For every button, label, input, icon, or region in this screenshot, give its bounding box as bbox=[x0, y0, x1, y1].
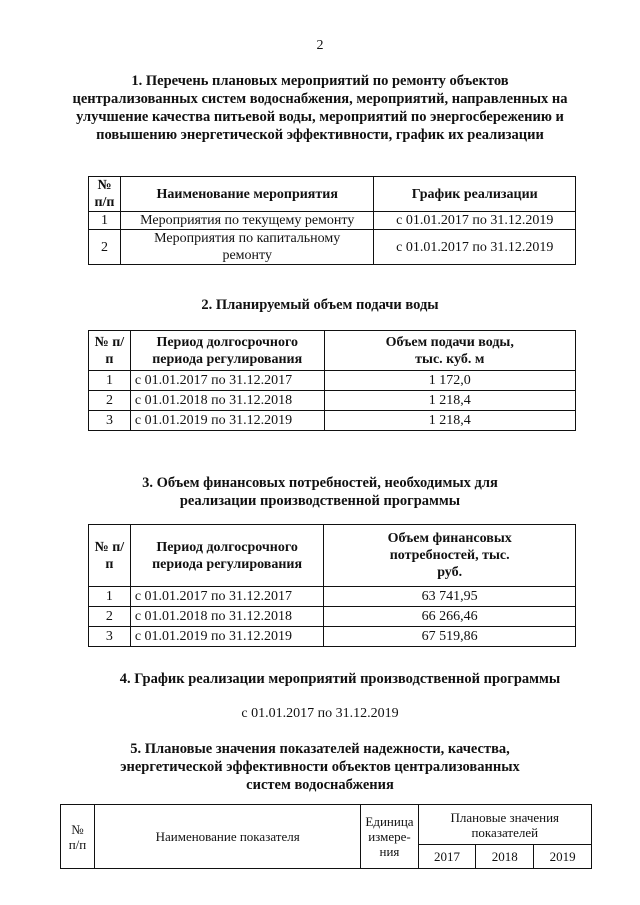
row-number: 2 bbox=[89, 607, 131, 627]
col-planned-values-header: Плановые значения показателей bbox=[418, 805, 591, 845]
row-number: 3 bbox=[89, 411, 131, 431]
row-number: 2 bbox=[89, 391, 131, 411]
row-number: 1 bbox=[89, 212, 121, 230]
row-period: с 01.01.2018 по 31.12.2018 bbox=[130, 391, 324, 411]
col-name-header: Наименование мероприятия bbox=[120, 177, 374, 212]
section5-title bbox=[0, 740, 640, 794]
row-schedule: с 01.01.2017 по 31.12.2019 bbox=[374, 230, 576, 265]
col-year-header: 2017 bbox=[418, 845, 476, 869]
row-value: 1 172,0 bbox=[324, 371, 575, 391]
section5-title-line: систем водоснабжения bbox=[246, 777, 394, 793]
table-header-row bbox=[61, 805, 592, 845]
table-row bbox=[89, 607, 576, 627]
section1-title-line: повышению энергетической эффективности, график их реализации bbox=[96, 127, 544, 143]
row-value: 1 218,4 bbox=[324, 411, 575, 431]
row-period: с 01.01.2019 по 31.12.2019 bbox=[130, 627, 324, 647]
row-name: Мероприятия по текущему ремонту bbox=[120, 212, 374, 230]
col-period-header: Период долгосрочного периода регулирования bbox=[130, 331, 324, 371]
section2-table bbox=[88, 330, 576, 431]
table-row bbox=[89, 391, 576, 411]
row-number: 1 bbox=[89, 587, 131, 607]
row-number: 1 bbox=[89, 371, 131, 391]
row-period: с 01.01.2018 по 31.12.2018 bbox=[130, 607, 324, 627]
table-row bbox=[89, 230, 576, 265]
section4-title: 4. График реализации мероприятий производственной программы bbox=[119, 671, 561, 687]
section1-table bbox=[88, 176, 576, 265]
col-number-header: № п/п bbox=[89, 525, 131, 587]
row-value: 63 741,95 bbox=[324, 587, 576, 607]
row-value: 67 519,86 bbox=[324, 627, 576, 647]
col-number-header: № п/п bbox=[61, 805, 95, 869]
col-period-header: Период долгосрочного периода регулирования bbox=[130, 525, 324, 587]
row-schedule: с 01.01.2017 по 31.12.2019 bbox=[374, 212, 576, 230]
section1-title bbox=[0, 72, 640, 144]
section5-title-line: энергетической эффективности объектов централизованных bbox=[120, 759, 520, 775]
section3-title-line: реализации производственной программы bbox=[179, 493, 461, 509]
table-row bbox=[89, 212, 576, 230]
col-year-header: 2019 bbox=[534, 845, 592, 869]
col-unit-header: Единица измере- ния bbox=[361, 805, 418, 869]
table-row bbox=[89, 371, 576, 391]
row-period: с 01.01.2017 по 31.12.2017 bbox=[130, 371, 324, 391]
section5-table bbox=[60, 804, 592, 869]
section1-title-line: централизованных систем водоснабжения, мероприятий, направленных на bbox=[72, 91, 568, 107]
section2-title: 2. Планируемый объем подачи воды bbox=[201, 297, 439, 313]
section5-title-line: 5. Плановые значения показателей надежности, качества, bbox=[130, 741, 510, 757]
section3-table bbox=[88, 524, 576, 647]
row-number: 3 bbox=[89, 627, 131, 647]
col-year-header: 2018 bbox=[476, 845, 534, 869]
table-header-row bbox=[89, 177, 576, 212]
table-header-row bbox=[89, 331, 576, 371]
col-indicator-name-header: Наименование показателя bbox=[94, 805, 360, 869]
col-number-header: № п/п bbox=[89, 177, 121, 212]
section3-title bbox=[0, 474, 640, 510]
section4-period: с 01.01.2017 по 31.12.2019 bbox=[241, 706, 399, 721]
col-volume-header: Объем подачи воды, тыс. куб. м bbox=[324, 331, 575, 371]
col-schedule-header: График реализации bbox=[374, 177, 576, 212]
table-row bbox=[89, 411, 576, 431]
table-row bbox=[89, 587, 576, 607]
section1-title-line: 1. Перечень плановых мероприятий по ремонту объектов bbox=[131, 73, 509, 89]
row-period: с 01.01.2017 по 31.12.2017 bbox=[130, 587, 324, 607]
col-finance-header: Объем финансовых потребностей, тыс. руб. bbox=[324, 525, 576, 587]
section3-title-line: 3. Объем финансовых потребностей, необходимых для bbox=[142, 475, 498, 491]
row-value: 66 266,46 bbox=[324, 607, 576, 627]
row-value: 1 218,4 bbox=[324, 391, 575, 411]
section1-title-line: улучшение качества питьевой воды, мероприятий по энергосбережению и bbox=[76, 109, 564, 125]
col-number-header: № п/п bbox=[89, 331, 131, 371]
row-name: Мероприятия по капитальному ремонту bbox=[120, 230, 374, 265]
table-header-row bbox=[89, 525, 576, 587]
row-period: с 01.01.2019 по 31.12.2019 bbox=[130, 411, 324, 431]
row-number: 2 bbox=[89, 230, 121, 265]
page-number: 2 bbox=[316, 38, 324, 53]
table-row bbox=[89, 627, 576, 647]
